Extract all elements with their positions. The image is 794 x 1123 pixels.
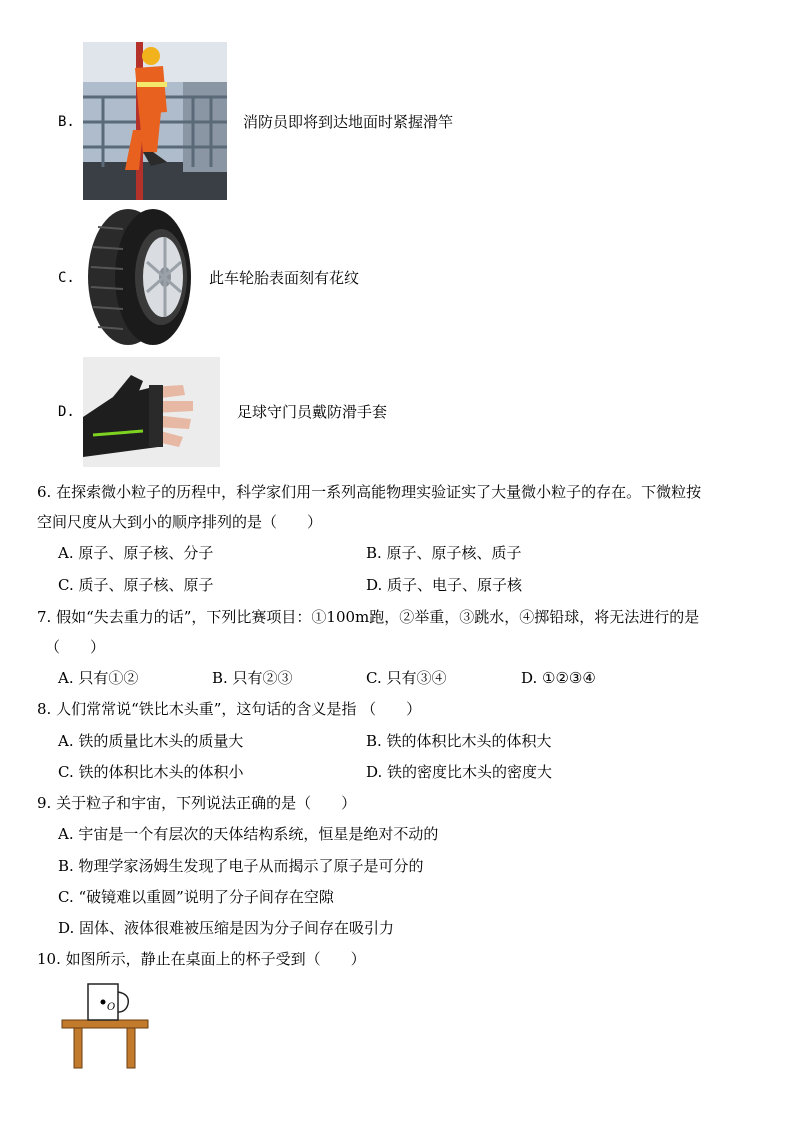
- tire-illustration: [83, 207, 193, 347]
- q7-option-c: C. 只有③④: [366, 669, 447, 687]
- option-d-letter: D.: [58, 404, 75, 420]
- q8-stem: 8. 人们常常说“铁比木头重”，这句话的含义是指 （ ）: [37, 700, 422, 718]
- q7-option-a: A. 只有①②: [58, 669, 139, 687]
- q9-option-b: B. 物理学家汤姆生发现了电子从而揭示了原子是可分的: [58, 857, 424, 875]
- q6-stem-line1: 6. 在探索微小粒子的历程中，科学家们用一系列高能物理实验证实了大量微小粒子的存在。下微粒按: [37, 483, 702, 501]
- glove-photo: [83, 357, 220, 467]
- firefighter-illustration: [83, 42, 227, 200]
- option-c-text: 此车轮胎表面刻有花纹: [209, 269, 360, 287]
- q8-option-c: C. 铁的体积比木头的体积小: [58, 763, 244, 781]
- q7-stem-line1: 7. 假如“失去重力的话”，下列比赛项目：①100m跑，②举重，③跳水，④掷铅球，将无法进行的是: [37, 608, 700, 626]
- cup-on-table-figure: [60, 980, 150, 1070]
- q7-stem-line2: （ ）: [45, 638, 106, 656]
- q9-stem: 9. 关于粒子和宇宙，下列说法正确的是（ ）: [37, 794, 357, 812]
- option-d-text: 足球守门员戴防滑手套: [237, 403, 388, 421]
- q6-option-c: C. 质子、原子核、原子: [58, 576, 214, 594]
- q9-option-d: D. 固体、液体很难被压缩是因为分子间存在吸引力: [58, 919, 395, 937]
- q8-option-d: D. 铁的密度比木头的密度大: [366, 763, 553, 781]
- q6-option-d: D. 质子、电子、原子核: [366, 576, 523, 594]
- q7-option-d: D. ①②③④: [521, 669, 596, 687]
- q8-option-b: B. 铁的体积比木头的体积大: [366, 732, 552, 750]
- q6-stem-line2: 空间尺度从大到小的顺序排列的是（ ）: [37, 513, 323, 531]
- cup-table-diagram: [60, 980, 150, 1070]
- q6-option-b: B. 原子、原子核、质子: [366, 544, 522, 562]
- q10-stem: 10. 如图所示，静止在桌面上的杯子受到（ ）: [37, 950, 366, 968]
- option-b-text: 消防员即将到达地面时紧握滑竿: [243, 113, 454, 131]
- q8-option-a: A. 铁的质量比木头的质量大: [58, 732, 244, 750]
- option-b-letter: B.: [58, 114, 75, 130]
- firefighter-photo: [83, 42, 227, 200]
- option-c-letter: C.: [58, 270, 75, 286]
- glove-illustration: [83, 357, 220, 467]
- q7-option-b: B. 只有②③: [212, 669, 293, 687]
- q6-option-a: A. 原子、原子核、分子: [58, 544, 214, 562]
- tire-photo: [83, 207, 193, 347]
- q9-option-c: C. “破镜难以重圆”说明了分子间存在空隙: [58, 888, 334, 906]
- figure-point-label: O: [107, 1002, 116, 1013]
- q9-option-a: A. 宇宙是一个有层次的天体结构系统，恒星是绝对不动的: [58, 825, 439, 843]
